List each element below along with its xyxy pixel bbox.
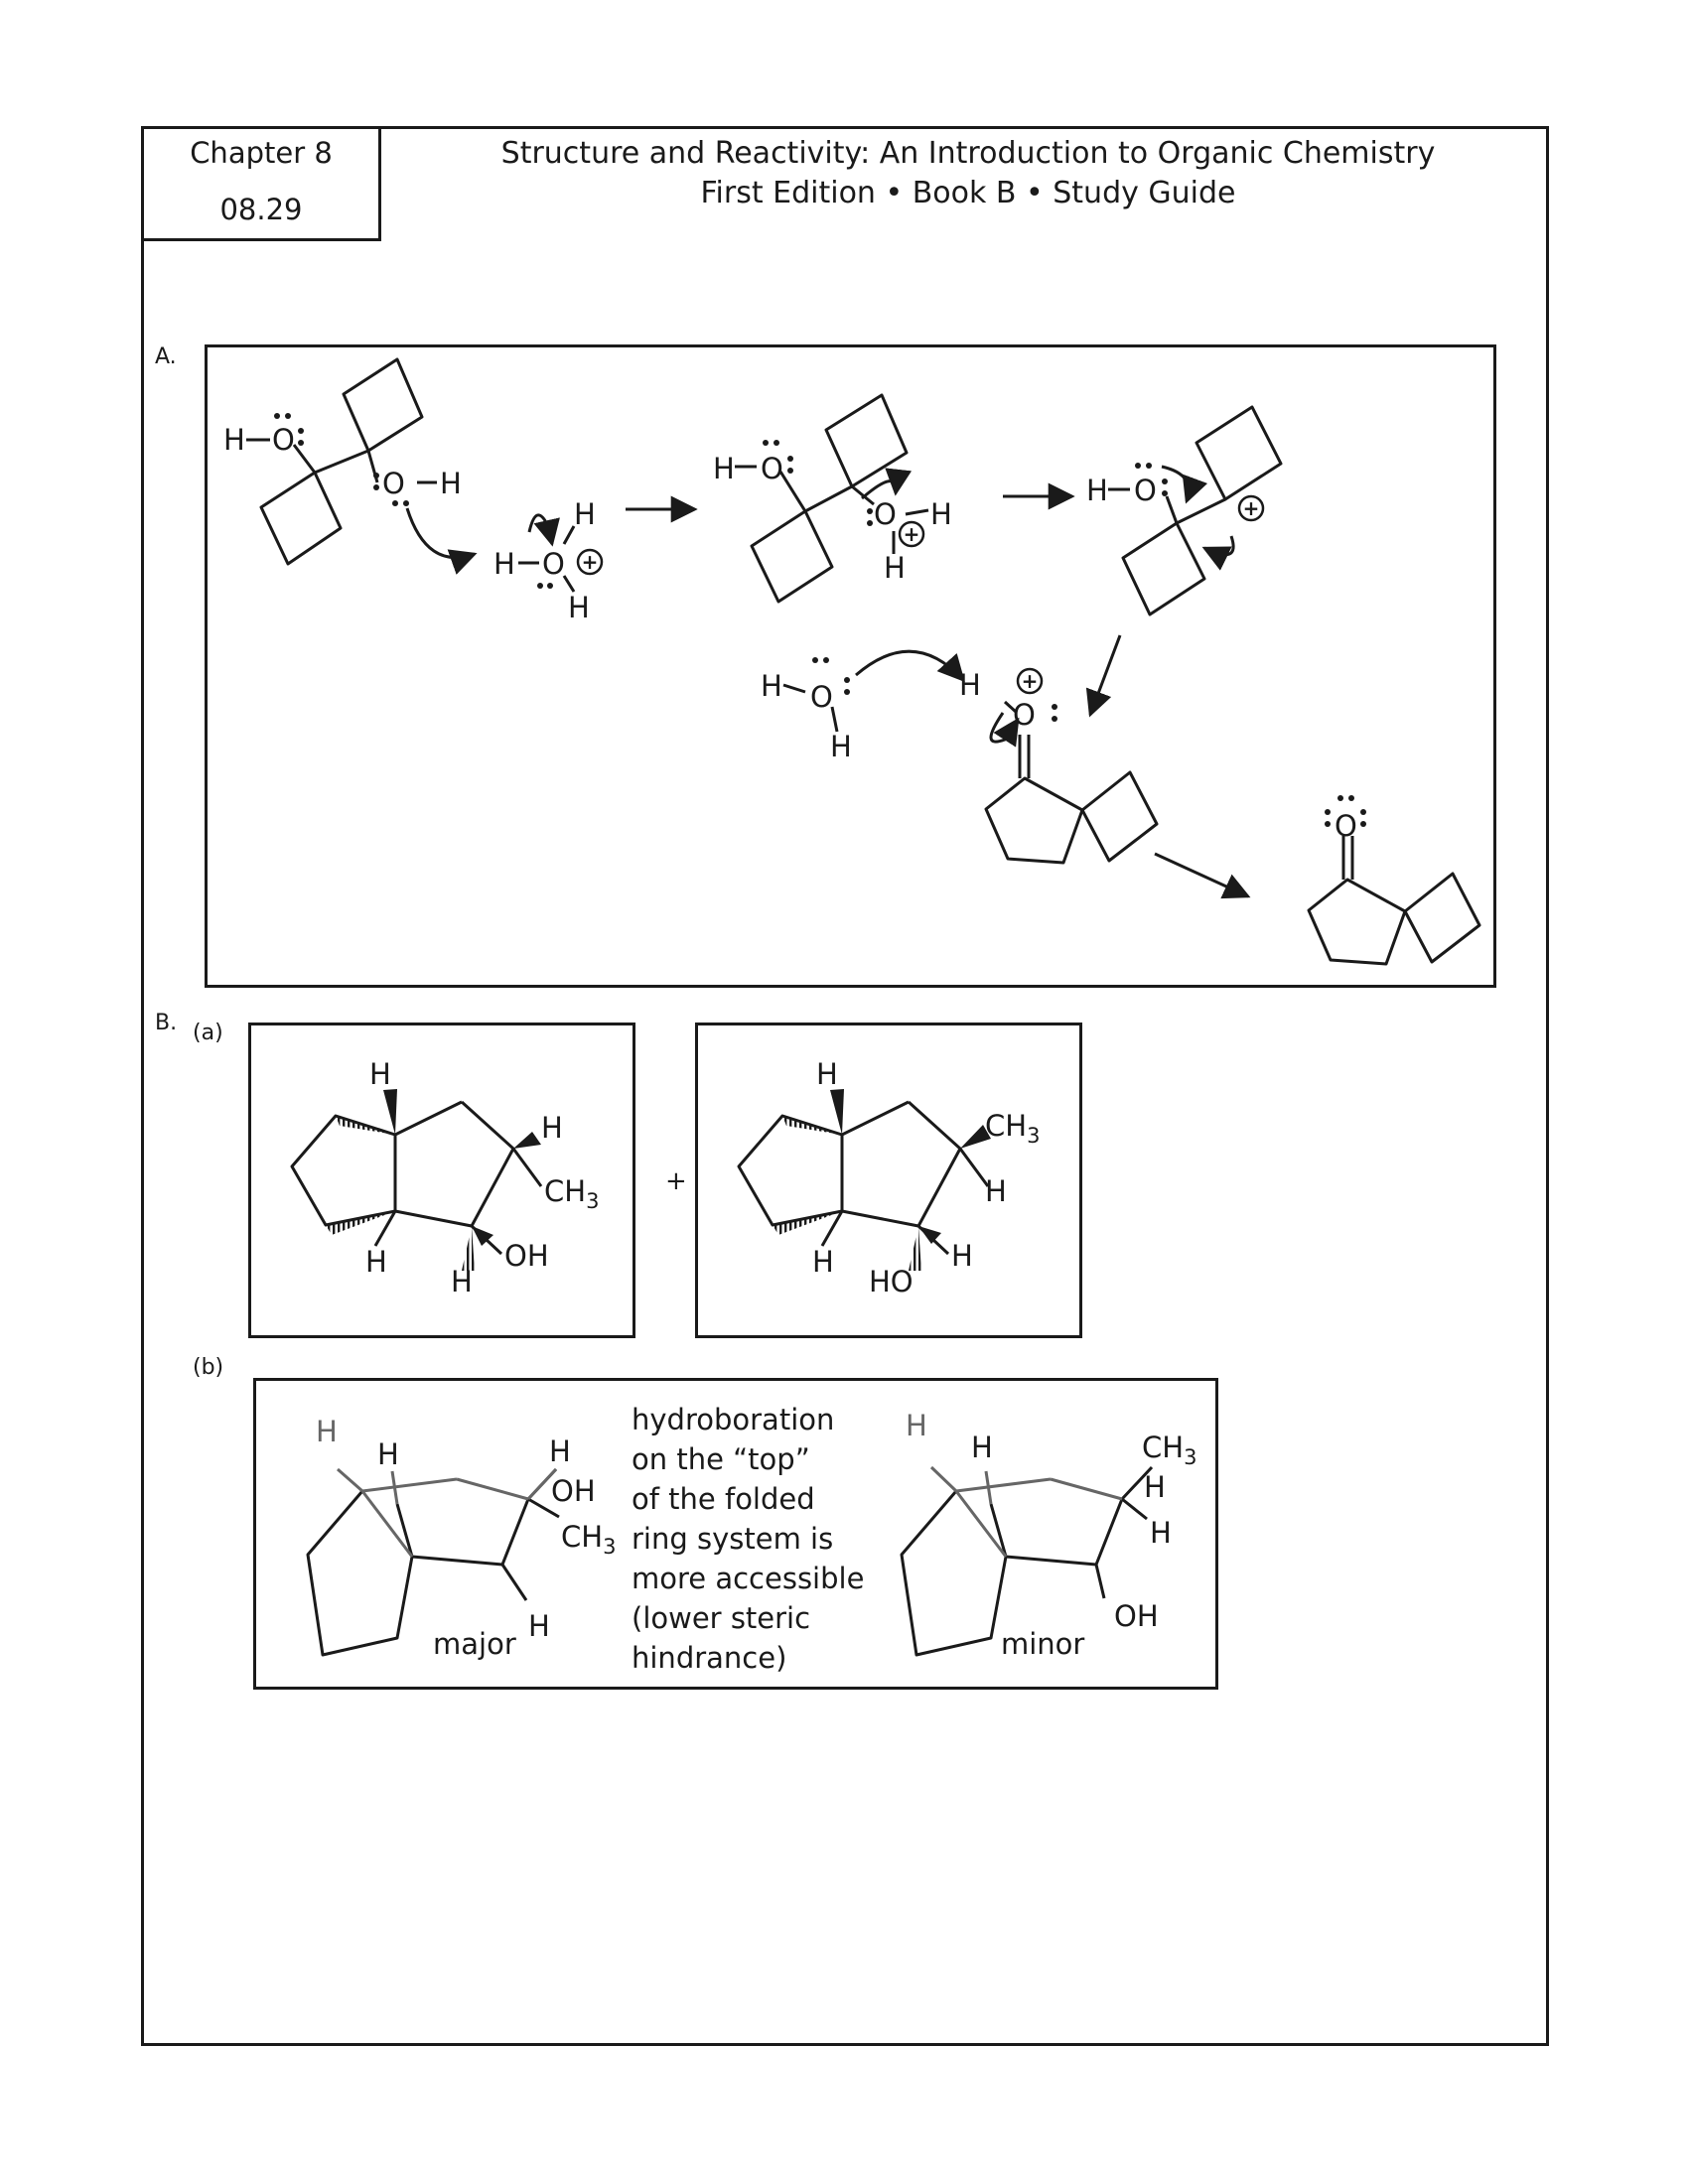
atom-h: H bbox=[365, 1245, 387, 1279]
arrow-deprotonate bbox=[856, 651, 963, 680]
edition-line: First Edition • Book B • Study Guide bbox=[700, 176, 1236, 210]
atom-h: H bbox=[959, 668, 981, 702]
section-a-label: A. bbox=[155, 344, 177, 369]
atom-h: H bbox=[440, 467, 462, 500]
electron-dots bbox=[274, 413, 1366, 827]
hydroboration-note bbox=[632, 1400, 870, 1678]
major-label: major bbox=[433, 1627, 516, 1661]
minor-label: minor bbox=[1001, 1627, 1085, 1661]
atom-o: O bbox=[1013, 698, 1036, 732]
book-title: Structure and Reactivity: An Introduction to Organic Chemistry bbox=[500, 136, 1436, 171]
atom-h: H bbox=[541, 1111, 563, 1145]
ch3-group: $CH_3$ bbox=[985, 1109, 1041, 1148]
charge-circles bbox=[578, 496, 1263, 693]
reaction-arrow-3 bbox=[1090, 635, 1120, 715]
atom-h: H bbox=[549, 1434, 571, 1468]
atom-h: H bbox=[971, 1431, 993, 1464]
problem-number: 08.29 bbox=[219, 193, 303, 226]
hydroxyl-group: HO bbox=[869, 1265, 914, 1298]
atom-h: H bbox=[761, 669, 782, 703]
atom-h: H bbox=[316, 1415, 338, 1448]
atom-h: H bbox=[884, 551, 906, 585]
diol-molecule bbox=[246, 359, 437, 564]
atom-o: O bbox=[1134, 474, 1157, 507]
note-line: (lower steric bbox=[632, 1601, 811, 1635]
atom-h: H bbox=[906, 1409, 927, 1442]
atom-h: H bbox=[812, 1245, 834, 1279]
atom-o: O bbox=[542, 547, 565, 581]
hydroxyl-group: OH bbox=[551, 1474, 596, 1508]
atom-h: H bbox=[493, 547, 515, 581]
atom-h: H bbox=[223, 423, 245, 457]
atom-h: H bbox=[713, 452, 735, 485]
note-line: of the folded bbox=[632, 1482, 815, 1516]
note-line: hydroboration bbox=[632, 1403, 835, 1436]
arrow-leave-water bbox=[862, 481, 896, 498]
arrow-bond-to-o bbox=[529, 515, 552, 544]
atom-h: H bbox=[816, 1057, 838, 1091]
section-b-label: B. bbox=[155, 1011, 178, 1035]
atom-h: H bbox=[951, 1239, 973, 1273]
plus-charge: + bbox=[903, 522, 920, 546]
arrow-ring-shift bbox=[1204, 536, 1233, 555]
ch3-group: $CH_3$ bbox=[1142, 1431, 1197, 1469]
atom-h: H bbox=[377, 1437, 399, 1471]
hydroxyl-group: OH bbox=[1114, 1599, 1159, 1633]
atom-o: O bbox=[810, 680, 833, 714]
atom-h: H bbox=[568, 591, 590, 624]
atom-h: H bbox=[985, 1174, 1007, 1208]
note-line: hindrance) bbox=[632, 1641, 787, 1675]
atom-h: H bbox=[930, 497, 952, 531]
ch3-group: $CH_3$ bbox=[544, 1174, 600, 1213]
plus-charge: + bbox=[581, 550, 599, 574]
atom-o: O bbox=[382, 467, 405, 500]
part-a-label: (a) bbox=[193, 1021, 223, 1045]
plus-charge: + bbox=[1242, 496, 1260, 520]
atom-h: H bbox=[830, 730, 852, 763]
atom-h: H bbox=[574, 497, 596, 531]
arrow-attack-1 bbox=[407, 508, 475, 558]
note-line: ring system is bbox=[632, 1522, 834, 1556]
atom-o: O bbox=[1335, 809, 1357, 843]
atom-h: H bbox=[369, 1057, 391, 1091]
plus-charge: + bbox=[1021, 669, 1039, 693]
atom-o: O bbox=[761, 452, 783, 485]
atom-o: O bbox=[272, 423, 295, 457]
minor-back-bonds bbox=[931, 1467, 1122, 1557]
note-line: more accessible bbox=[632, 1562, 865, 1595]
atom-h: H bbox=[1150, 1516, 1172, 1550]
plus-sign: + bbox=[665, 1166, 687, 1196]
atom-o: O bbox=[874, 497, 897, 531]
atom-h: H bbox=[451, 1265, 473, 1298]
spiroketone-product bbox=[1309, 836, 1479, 964]
note-line: on the “top” bbox=[632, 1442, 810, 1476]
reaction-arrow-4 bbox=[1155, 854, 1248, 896]
ch3-group: $CH_3$ bbox=[561, 1520, 617, 1559]
atom-h: H bbox=[1086, 474, 1108, 507]
atom-h: H bbox=[1144, 1470, 1166, 1504]
hydroxyl-group: OH bbox=[504, 1239, 549, 1273]
part-b-label: (b) bbox=[193, 1355, 224, 1380]
chapter-label: Chapter 8 bbox=[190, 136, 333, 170]
protonated-ketone bbox=[986, 702, 1157, 863]
atom-h: H bbox=[528, 1609, 550, 1643]
